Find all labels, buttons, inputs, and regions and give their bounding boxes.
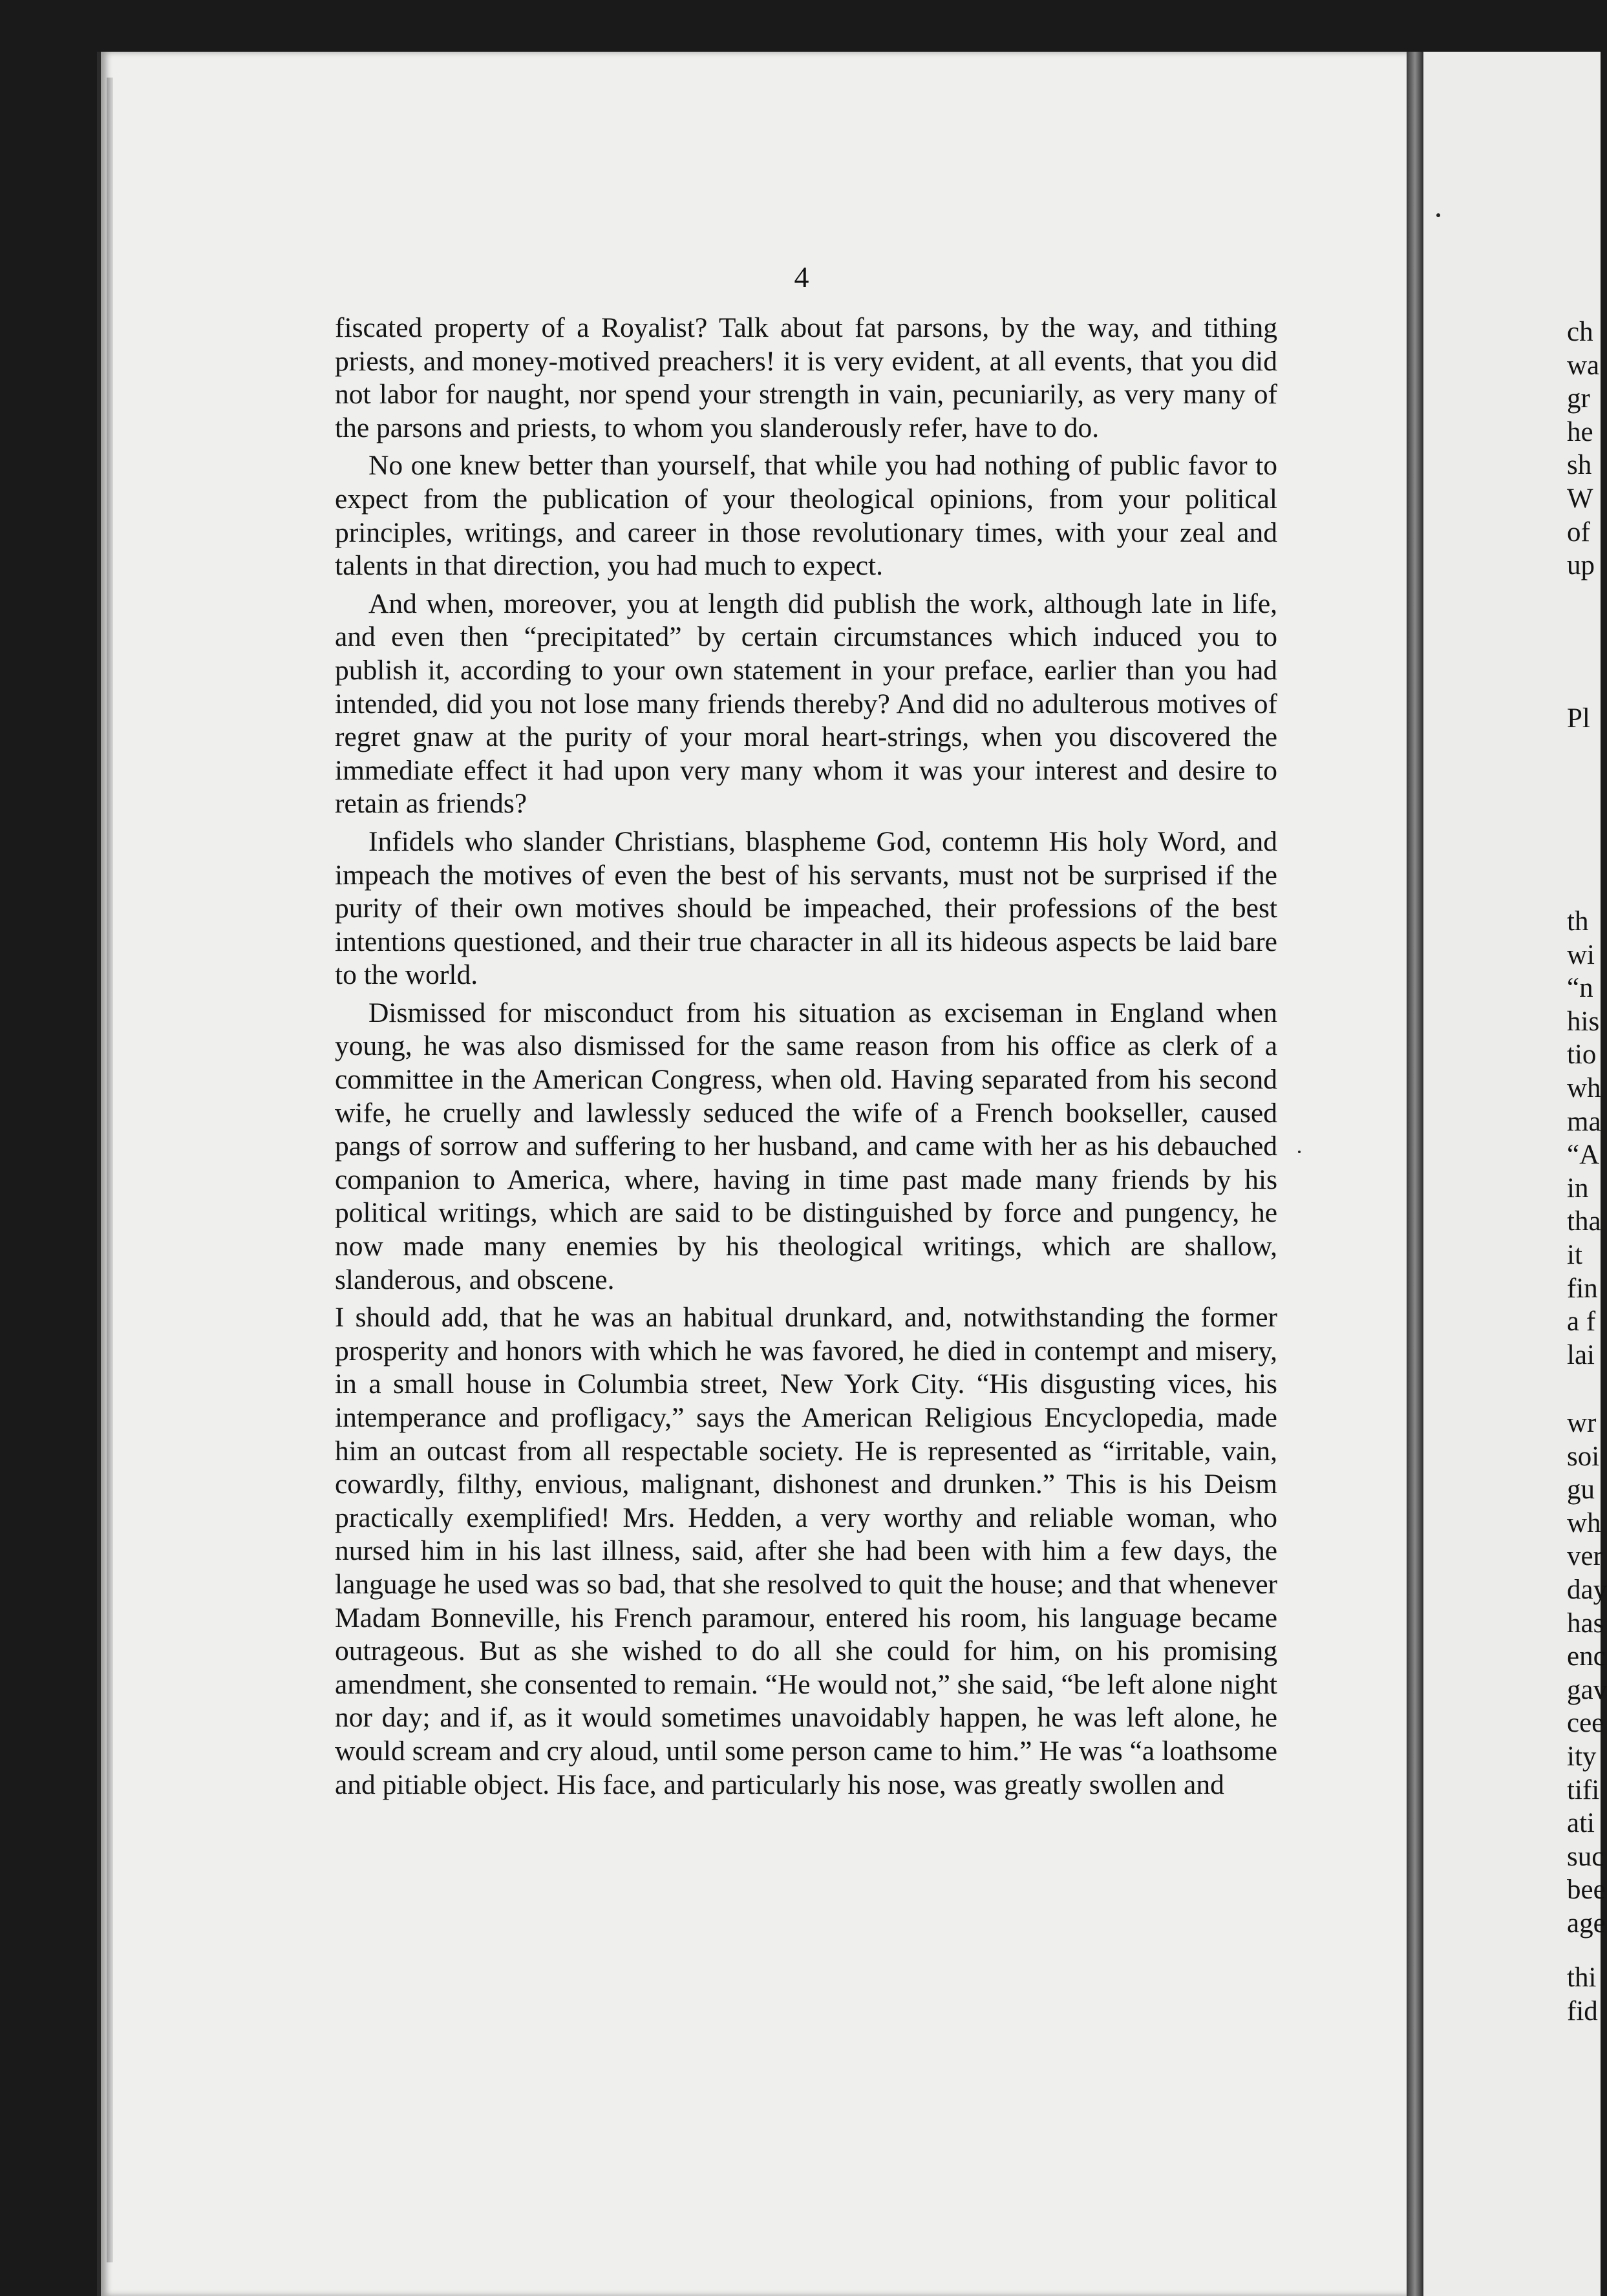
right-page-fragment: enc: [1567, 1641, 1606, 1672]
right-page-fragment: in: [1567, 1173, 1589, 1204]
paragraph: Infidels who slander Christians, blaspheme God, contemn His holy Word, and impeach the motives of even the best of his servants, must not be surprised if the purity of their own motives should be impeached, their professions of the best intentions questioned, and their true character in all its hideous aspects be laid bare to the world.: [335, 825, 1277, 991]
right-page-fragment: tifi: [1567, 1774, 1600, 1805]
right-page-fragment: wa: [1567, 350, 1600, 381]
right-page-fragment: suc: [1567, 1841, 1604, 1872]
right-page-fragment-group: [1567, 905, 1606, 1372]
right-page-fragment: fin: [1567, 1273, 1598, 1304]
right-page-fragment: ma: [1567, 1106, 1601, 1137]
right-page-fragment: wh: [1567, 1072, 1601, 1103]
right-page-fragment: gav: [1567, 1674, 1607, 1705]
right-page-fragment: soi: [1567, 1441, 1600, 1472]
right-page-fragment: lai: [1567, 1339, 1595, 1370]
right-page-fragment: up: [1567, 550, 1595, 581]
right-page-fragment: fid: [1567, 1995, 1598, 2026]
right-page-fragment: sh: [1567, 450, 1592, 481]
right-page-fragment: of: [1567, 516, 1590, 547]
paragraph: And when, moreover, you at length did publish the work, although late in life, and even then “precipitated” by certain circumstances which induced you to publish it, according to your own statement in your preface, earlier than you had intended, did you not lose many friends thereby? And did no adulterous motives of regret gnaw at the purity of your moral heart-strings, when you discovered the immediate effect it had upon very many whom it was your interest and desire to retain as friends?: [335, 588, 1277, 820]
right-page-fragment: cee: [1567, 1708, 1604, 1739]
right-page-fragment: his: [1567, 1006, 1600, 1037]
right-page-fragment: bee: [1567, 1875, 1606, 1906]
right-page-fragment: gr: [1567, 383, 1590, 414]
right-page-fragment: he: [1567, 416, 1593, 447]
right-page-fragment: has: [1567, 1608, 1604, 1639]
scan-speck: [1298, 1151, 1301, 1153]
right-page-fragment: ver: [1567, 1541, 1602, 1572]
book-gutter: [1407, 52, 1423, 2296]
right-page-fragment: wr: [1567, 1408, 1597, 1438]
paragraph: Dismissed for misconduct from his situation as exciseman in England when young, he was also dismissed for the same reason from his office as clerk of a committee in the American Congress, when old. Having separated from his second wife, he cruelly and lawlessly seduced the wife of a French bookseller, caused pangs of sorrow and suffering to her husband, and came with her as his debauched companion to America, where, having in time past made many friends by his political writings, which are said to be distinguished by force and pungency, he now made many enemies by his theological writings, which are shallow, slanderous, and obscene.: [335, 997, 1277, 1295]
right-page-fragment: age: [1567, 1908, 1606, 1939]
right-page-fragment: ch: [1567, 317, 1593, 347]
right-page-fragment: “n: [1567, 973, 1593, 1004]
right-page-fragment: wi: [1567, 939, 1595, 970]
right-page-fragment: tio: [1567, 1039, 1597, 1070]
right-page-fragment: thi: [1567, 1962, 1597, 1993]
right-page-fragment: ity: [1567, 1741, 1597, 1772]
right-page-fragment: it: [1567, 1239, 1582, 1270]
right-page-fragment-group: [1567, 315, 1606, 582]
paragraph: No one knew better than yourself, that while you had nothing of public favor to expect from the publication of your theological opinions, from your political principles, writings, and career in those revolutionary times, with your zeal and talents in that direction, you had much to expect.: [335, 450, 1277, 582]
page-number: 4: [794, 260, 809, 293]
right-page-fragment: tha: [1567, 1206, 1601, 1237]
right-page-fragment: day: [1567, 1574, 1607, 1605]
right-page-fragment: th: [1567, 906, 1589, 937]
right-page-fragment-group: [1567, 1407, 1606, 1940]
paragraph: I should add, that he was an habitual drunkard, and, notwithstanding the former prosperity and honors with which he was favored, he died in contempt and misery, in a small house in Columbia street, New York City. “His disgusting vices, his intemperance and profligacy,” says the American Religious Encyclopedia, made him an outcast from all respectable society. He is represented as “irritable, vain, cowardly, filthy, envious, malignant, dishonest and drunken.” This is his Deism practically exemplified! Mrs. Hedden, a very worthy and reliable woman, who nursed him in his last illness, said, after she had been with him a few days, the language he used was so bad, that she resolved to quit the house; and that whenever Madam Bonneville, his French paramour, entered his room, his language became outrageous. But as she wished to do all she could for him, on his promising amendment, she consented to remain. “He would not,” she said, “be left alone night nor day; and if, as it would sometimes unavoidably happen, he was left alone, he would scream and cry aloud, until some person came to him.” He was “a loathsome and pitiable object. His face, and particularly his nose, was greatly swollen and: [335, 1302, 1278, 1800]
right-page-fragment: a f: [1567, 1306, 1596, 1337]
paragraph: fiscated property of a Royalist? Talk about fat parsons, by the way, and tithing priests, and money-motived preachers! it is very evident, at all events, that you did not labor for naught, nor spend your strength in vain, pecuniarily, as very many of the parsons and priests, to whom you slanderously refer, have to do.: [335, 312, 1277, 443]
right-page-fragment: “A: [1567, 1140, 1600, 1171]
scan-speck: [1436, 213, 1440, 217]
right-page-fragment: wh: [1567, 1507, 1601, 1538]
body-text: [335, 312, 1277, 1806]
right-page-fragment: ati: [1567, 1808, 1595, 1839]
right-page-fragment: gu: [1567, 1474, 1595, 1505]
right-page-fragment: W: [1567, 483, 1593, 514]
right-page-heading-fragment: Pl: [1567, 703, 1590, 734]
page-edge-shadow: [107, 78, 113, 2262]
right-page-fragment-group: [1567, 1961, 1606, 2028]
